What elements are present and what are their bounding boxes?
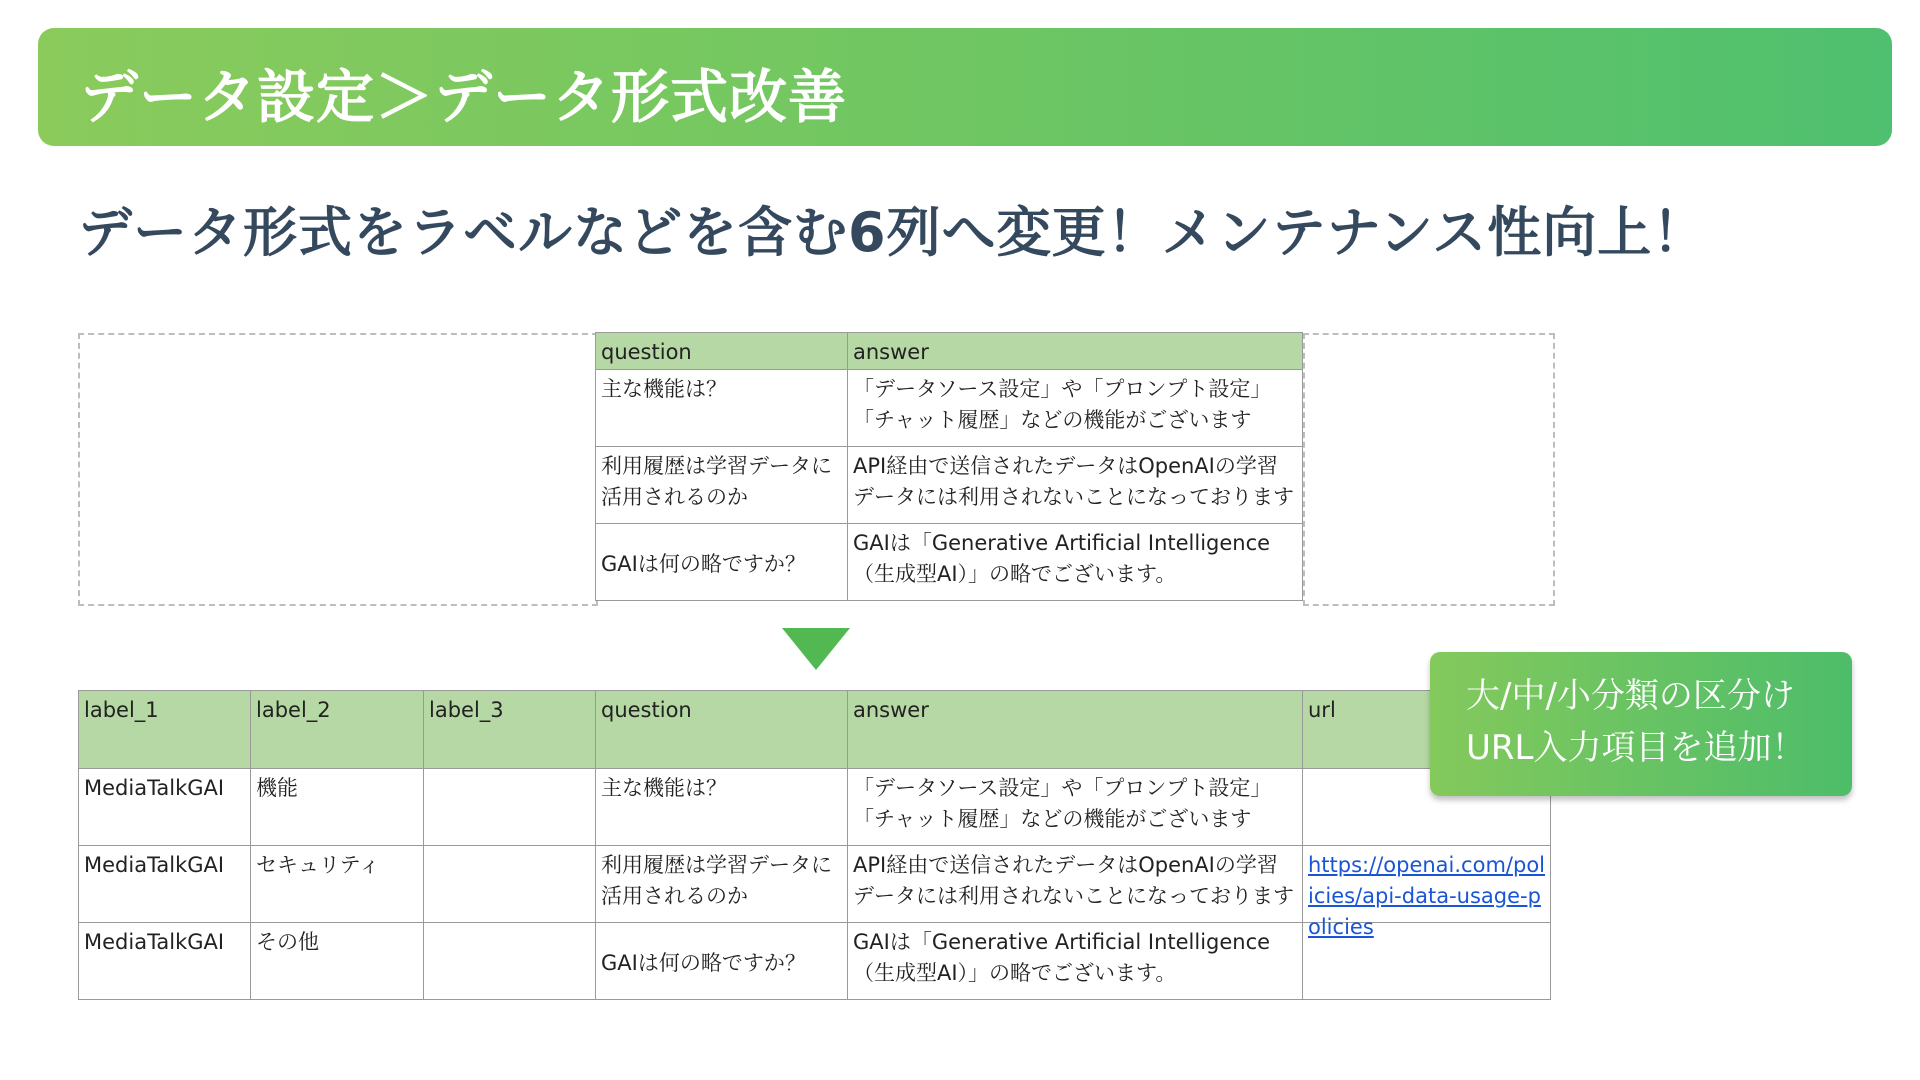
down-arrow-icon (782, 628, 850, 670)
title-bar (38, 28, 1892, 146)
table-row (79, 846, 1551, 923)
after-header-row (79, 691, 1551, 769)
header-question: question (596, 691, 848, 769)
before-header-answer: answer (848, 333, 1303, 370)
answer-cell: API経由で送信されたデータはOpenAIの学習データには利用されないことになっております (853, 853, 1294, 908)
label-1-cell: MediaTalkGAI (84, 853, 225, 877)
question-cell: 主な機能は？ (601, 776, 727, 800)
question-cell: GAIは何の略ですか？ (601, 552, 806, 576)
label-1-cell: MediaTalkGAI (84, 930, 225, 954)
table-row (596, 447, 1303, 524)
callout-line-2: URL入力項目を追加！ (1466, 728, 1806, 768)
label-2-cell: その他 (256, 930, 319, 954)
header-answer: answer (848, 691, 1303, 769)
answer-cell: GAIは「Generative Artificial Intelligence（生成型AI）」の略でございます。 (853, 531, 1271, 586)
page-title: データ設定＞データ形式改善 (80, 63, 848, 131)
header-label-2: label_2 (251, 691, 424, 769)
label-2-cell: セキュリティ (256, 853, 380, 877)
table-row (596, 524, 1303, 601)
answer-cell: GAIは「Generative Artificial Intelligence（生成型AI）」の略でございます。 (853, 930, 1271, 985)
header-label-3: label_3 (424, 691, 596, 769)
before-placeholder-right (1303, 333, 1555, 606)
question-cell: GAIは何の略ですか？ (601, 951, 806, 975)
header-url: url (1303, 691, 1551, 769)
answer-cell: API経由で送信されたデータはOpenAIの学習データには利用されないことになっております (853, 454, 1294, 509)
question-cell: 主な機能は？ (601, 377, 727, 401)
question-cell: 利用履歴は学習データに活用されるのか (601, 454, 832, 509)
table-row (596, 370, 1303, 447)
header-label-1: label_1 (79, 691, 251, 769)
label-3-cell (429, 850, 590, 922)
after-table (78, 690, 1551, 1000)
answer-cell: 「データソース設定」や「プロンプト設定」「チャット履歴」などの機能がございます (853, 377, 1272, 432)
question-cell: 利用履歴は学習データに活用されるのか (601, 853, 832, 908)
label-1-cell: MediaTalkGAI (84, 776, 225, 800)
policy-link[interactable]: https://openai.com/policies/api-data-usage-policies (1308, 853, 1545, 939)
label-2-cell: 機能 (256, 776, 298, 800)
label-3-cell (429, 927, 590, 999)
callout-box (1430, 652, 1852, 796)
table-row (79, 769, 1551, 846)
callout-line-1: 大/中/小分類の区分け (1466, 676, 1795, 716)
before-placeholder-left (78, 333, 598, 606)
page-subtitle: データ形式をラベルなどを含む6列へ変更！メンテナンス性向上！ (78, 201, 1708, 264)
before-table (595, 332, 1303, 601)
before-header-row (596, 333, 1303, 370)
answer-cell: 「データソース設定」や「プロンプト設定」「チャット履歴」などの機能がございます (853, 776, 1272, 831)
before-header-question: question (596, 333, 848, 370)
label-3-cell (429, 773, 590, 845)
